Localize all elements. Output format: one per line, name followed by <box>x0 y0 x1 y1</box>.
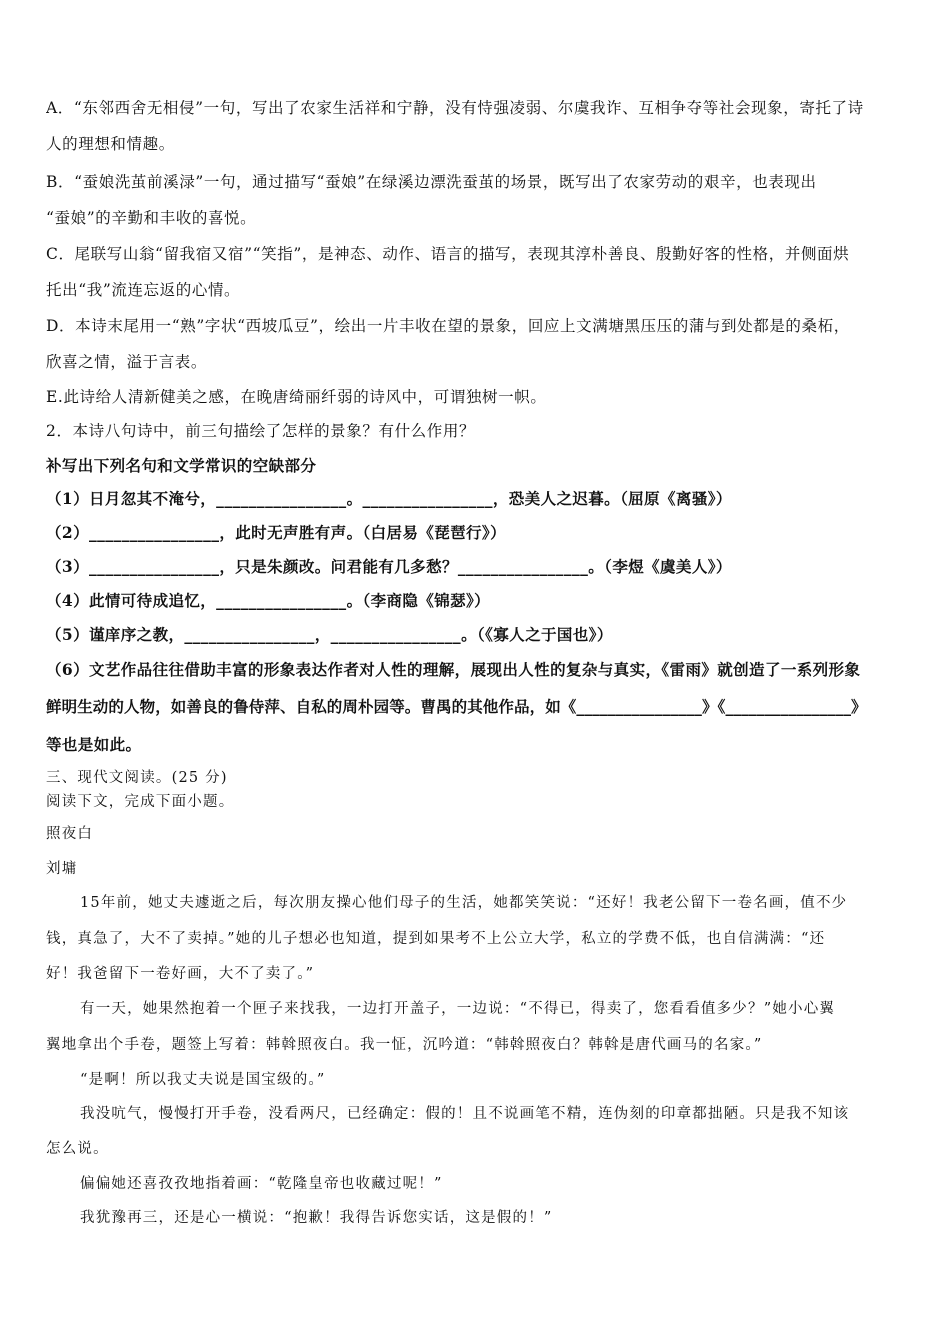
option-d-line-2: 欣喜之情，溢于言表。 <box>46 353 208 371</box>
fill-blank-3: （3）________________，只是朱颜改。问君能有几多愁？________________。（李煜《虞美人》） <box>46 557 732 576</box>
question-2: 2．本诗八句诗中，前三句描绘了怎样的景象？有什么作用？ <box>46 422 476 440</box>
fill-blank-1: （1）日月忽其不淹兮，________________。________________，恐美人之迟暮。（屈原《离骚》） <box>46 489 732 508</box>
option-a-line-2: 人的理想和情趣。 <box>46 135 175 153</box>
article-title: 照夜白 <box>46 826 94 842</box>
option-b-line-1: B．“蚕娘洗茧前溪渌”一句，通过描写“蚕娘”在绿溪边漂洗蚕茧的场景，既写出了农家劳动的艰辛，也表现出 <box>46 173 817 191</box>
fill-blank-heading: 补写出下列名句和文学常识的空缺部分 <box>46 456 317 475</box>
article-author: 刘墉 <box>46 861 78 877</box>
fill-blank-6-line-2: 鲜明生动的人物，如善良的鲁侍萍、自私的周朴园等。曹禺的其他作品，如《________________》《________________》 <box>46 697 867 716</box>
option-c-line-2: 托出“我”流连忘返的心情。 <box>46 281 241 299</box>
fill-blank-5: （5）谨庠序之教，________________，________________。（《寡人之于国也》） <box>46 625 613 644</box>
article-para-1-line-2: 钱，真急了，大不了卖掉。”她的儿子想必也知道，提到如果考不上公立大学，私立的学费不低，也自信满满：“还 <box>46 931 826 947</box>
article-para-1-line-3: 好！我爸留下一卷好画，大不了卖了。” <box>46 966 315 982</box>
article-para-4-line-2: 怎么说。 <box>46 1141 109 1157</box>
article-para-3: “是啊！所以我丈夫说是国宝级的。” <box>80 1072 326 1088</box>
fill-blank-2: （2）________________，此时无声胜有声。（白居易《琵琶行》） <box>46 523 506 542</box>
article-para-1-line-1: 15年前，她丈夫遽逝之后，每次朋友操心他们母子的生活，她都笑笑说：“还好！我老公留下一卷名画，值不少 <box>80 895 848 911</box>
reading-instruction: 阅读下文，完成下面小题。 <box>46 794 235 810</box>
section-3-heading: 三、现代文阅读。(25 分) <box>46 770 228 786</box>
option-d-line-1: D．本诗末尾用一“熟”字状“西坡瓜豆”，绘出一片丰收在望的景象，回应上文满塘黑压压的蒲与到处都是的桑柘， <box>46 317 850 335</box>
article-para-6: 我犹豫再三，还是心一横说：“抱歉！我得告诉您实话，这是假的！” <box>80 1210 553 1226</box>
fill-blank-6-line-1: （6）文艺作品往往借助丰富的形象表达作者对人性的理解，展现出人性的复杂与真实，《雷雨》就创造了一系列形象 <box>46 660 861 679</box>
option-c-line-1: C．尾联写山翁“留我宿又宿”“笑指”，是神态、动作、语言的描写，表现其淳朴善良、殷勤好客的性格，并侧面烘 <box>46 245 850 263</box>
article-para-4-line-1: 我没吭气，慢慢打开手卷，没看两尺，已经确定：假的！且不说画笔不精，连伪刻的印章都拙陋。只是我不知该 <box>80 1106 850 1122</box>
fill-blank-4: （4）此情可待成追忆，________________。（李商隐《锦瑟》） <box>46 591 491 610</box>
article-para-2-line-2: 翼地拿出个手卷，题签上写着：韩斡照夜白。我一怔，沉吟道：“韩斡照夜白？韩斡是唐代画马的名家。” <box>46 1037 763 1053</box>
option-e: E.此诗给人清新健美之感，在晚唐绮丽纤弱的诗风中，可谓独树一帜。 <box>46 388 547 406</box>
option-b-line-2: “蚕娘”的辛勤和丰收的喜悦。 <box>46 209 257 227</box>
option-a-line-1: A．“东邻西舍无相侵”一句，写出了农家生活祥和宁静，没有恃强凌弱、尔虞我诈、互相争夺等社会现象，寄托了诗 <box>46 99 864 117</box>
fill-blank-6-line-3: 等也是如此。 <box>46 735 142 754</box>
article-para-5: 偏偏她还喜孜孜地指着画：“乾隆皇帝也收藏过呢！” <box>80 1176 443 1192</box>
article-para-2-line-1: 有一天，她果然抱着一个匣子来找我，一边打开盖子，一边说：“不得已，得卖了，您看看值多少？”她小心翼 <box>80 1001 836 1017</box>
